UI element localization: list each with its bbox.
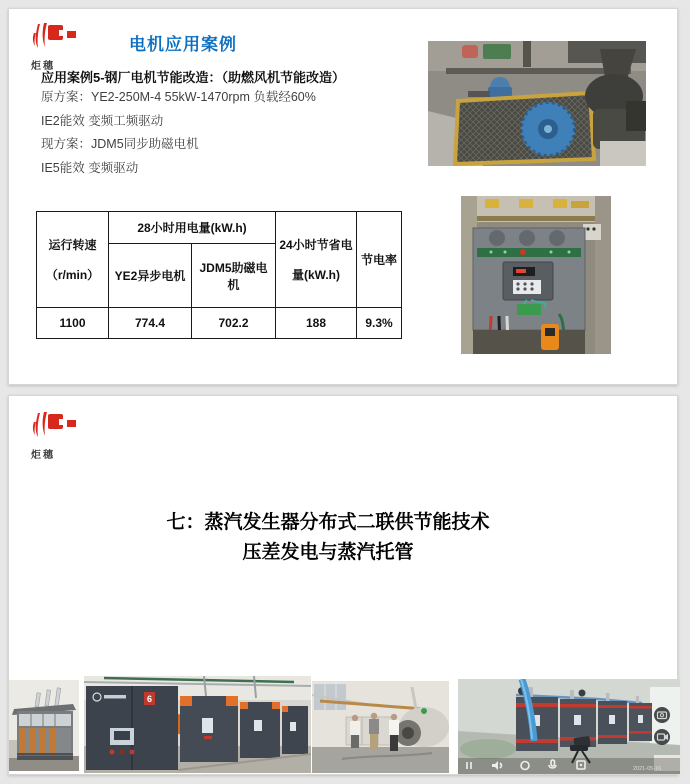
company-logo — [31, 410, 87, 461]
record-button-icon — [654, 729, 670, 745]
energy-comparison-table — [36, 211, 402, 339]
col-header-saving-rate: 节电率 — [357, 212, 402, 308]
slide1-page-title: 电机应用案例 — [129, 35, 237, 54]
camera-button-icon — [654, 707, 670, 723]
slide2-title — [9, 508, 677, 568]
body-line-ie2: IE2能效 变频工频驱动 — [41, 113, 164, 128]
slide-motor-application-cases — [8, 8, 678, 385]
cell-rate: 9.3% — [357, 308, 402, 339]
body-line-ie5: IE5能效 变频驱动 — [41, 160, 139, 175]
body-line-original-plan: 原方案：YE2-250M-4 55kW-1470rpm 负载经60% — [41, 90, 316, 104]
col-header-speed: 运行转速 （r/min） — [37, 212, 109, 308]
slide2-title-line2: 压差发电与蒸汽托管 — [242, 542, 414, 563]
machine-number-badge: 6 — [146, 694, 153, 704]
logo-text: 炬穗 — [31, 61, 55, 72]
sub-header-jdm5: JDM5助磁电机 — [192, 244, 276, 308]
photo-container-steam-station — [9, 680, 79, 771]
col-header-24h-saving: 24小时节省电 量(kW.h) — [276, 212, 357, 308]
slide-steam-generator-tech — [8, 395, 678, 775]
col-header-28h-consumption: 28小时用电量(kW.h) — [109, 212, 276, 244]
photo-steam-generator-row — [84, 676, 311, 773]
photo-combustion-fan-motor — [428, 41, 646, 166]
cctv-timestamp: 2021-05-16 — [633, 766, 662, 772]
sub-header-ye2: YE2异步电机 — [109, 244, 192, 308]
photo-cctv-generator-row — [458, 679, 680, 774]
case-heading: 应用案例5-钢厂电机节能改造：（助燃风机节能改造） — [41, 70, 346, 85]
company-logo — [31, 21, 87, 72]
case-body-text — [41, 86, 316, 180]
photo-drive-cabinet — [461, 196, 611, 354]
logo-text: 炬穗 — [31, 450, 55, 461]
body-line-new-plan: 现方案：JDM5同步助磁电机 — [41, 137, 199, 151]
cell-ye2: 774.4 — [109, 308, 192, 339]
torch-logo-icon — [31, 21, 77, 51]
slide2-title-line1: 七：蒸汽发生器分布式二联供节能技术 — [166, 512, 490, 533]
cell-speed: 1100 — [37, 308, 109, 339]
table-row — [37, 308, 402, 339]
photo-boiler-room-visitors — [312, 681, 449, 773]
cell-saving: 188 — [276, 308, 357, 339]
torch-logo-icon — [31, 410, 77, 440]
cell-jdm5: 702.2 — [192, 308, 276, 339]
